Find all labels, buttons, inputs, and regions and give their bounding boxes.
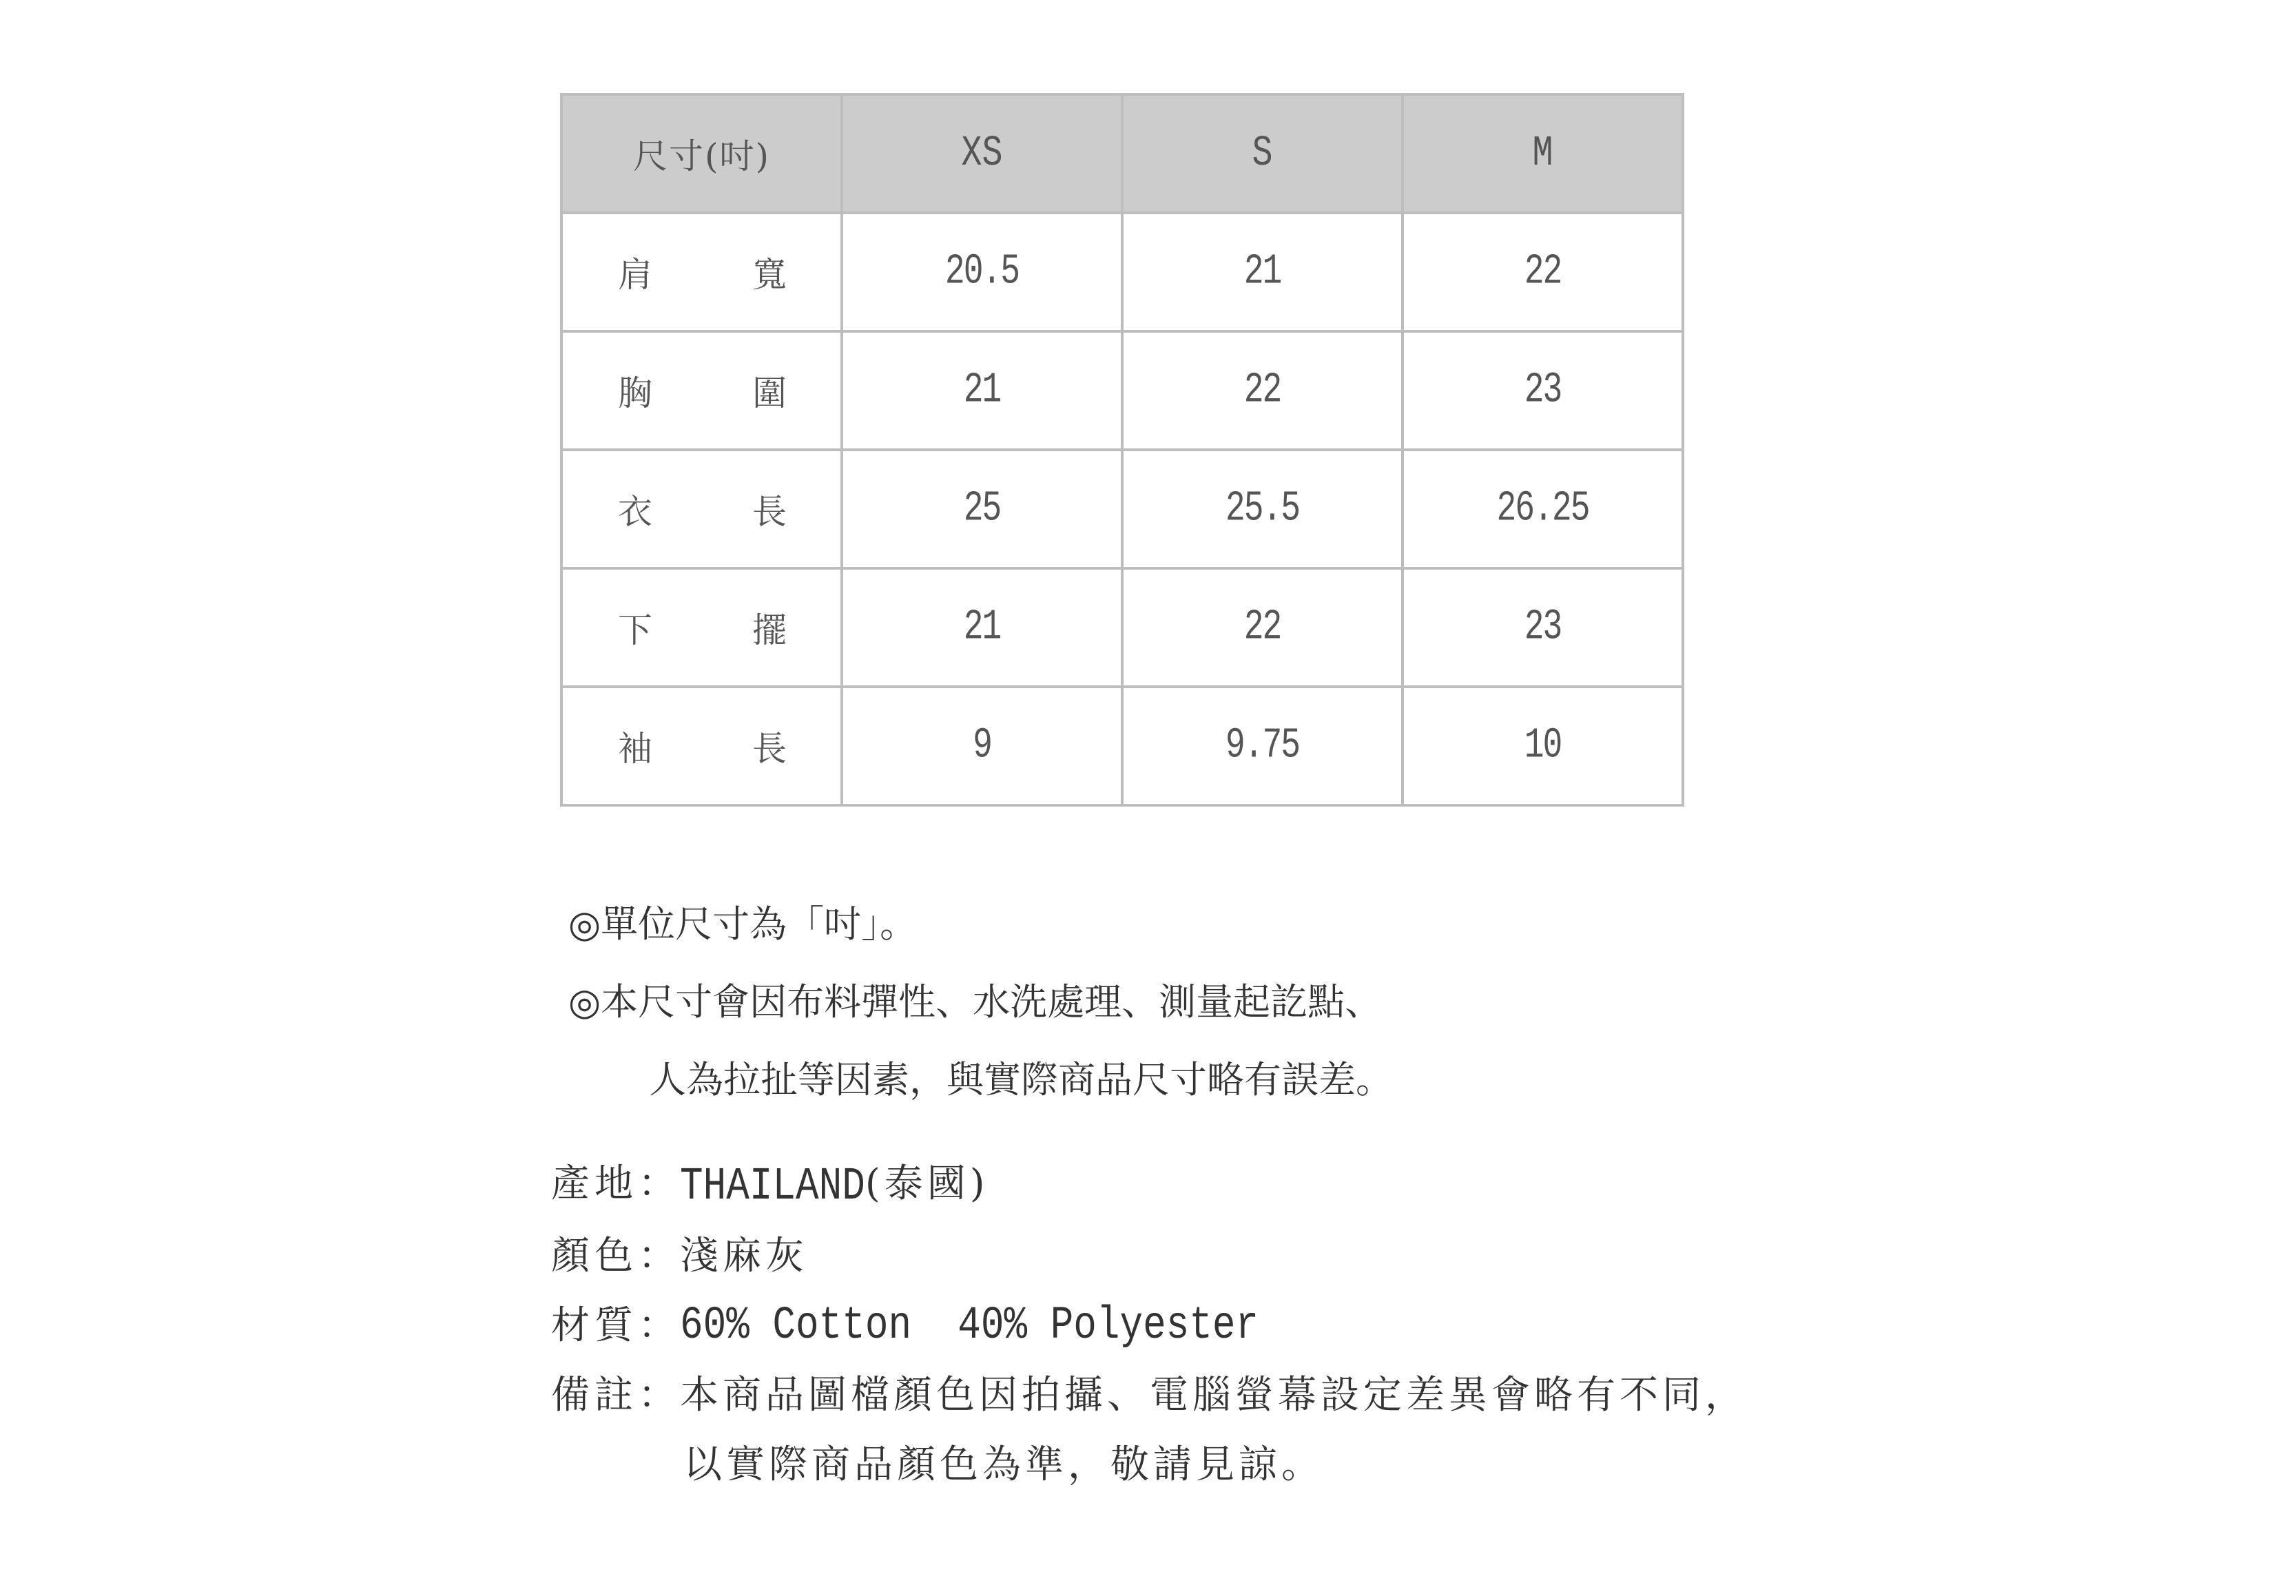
measurement-value: 26.25 [1496, 484, 1589, 534]
spec-color-key: 顏色： [551, 1234, 681, 1278]
value-cell-xs [842, 687, 1122, 805]
spec-color [551, 1221, 1748, 1291]
spec-material-key: 材質： [551, 1303, 681, 1348]
product-specs [551, 1149, 1748, 1500]
row-label-char: 袖 [618, 729, 652, 769]
table-row-sleeve-length [561, 687, 1683, 805]
measurement-value: 25 [963, 484, 1001, 534]
table-row-body-length [561, 450, 1683, 568]
value-cell-xs [842, 568, 1122, 687]
value-cell-s [1122, 331, 1403, 450]
row-label-char: 擺 [752, 610, 787, 650]
value-cell-xs [842, 331, 1122, 450]
measurement-value: 20.5 [944, 247, 1020, 297]
measurement-value: 21 [963, 603, 1001, 652]
value-cell-s [1122, 213, 1403, 331]
size-table-header-row [561, 94, 1683, 213]
value-cell-xs [842, 213, 1122, 331]
size-m-label: M [1532, 129, 1553, 178]
note-measurement-variance: ◎本尺寸會因布料彈性、水洗處理、測量起訖點、 [568, 980, 1383, 1024]
measurement-value: 22 [1243, 603, 1281, 652]
table-row-shoulder-width [561, 213, 1683, 331]
header-unit-label: 尺寸(吋) [632, 136, 770, 176]
size-s-label: S [1252, 129, 1273, 178]
row-label-char: 長 [752, 729, 787, 769]
spec-origin-country-cjk: (泰國) [865, 1161, 989, 1206]
row-label-cell [561, 687, 842, 805]
row-label-cell [561, 568, 842, 687]
value-cell-m [1403, 687, 1683, 805]
table-row-chest [561, 331, 1683, 450]
measurement-value: 10 [1524, 721, 1562, 771]
row-label-char: 衣 [618, 492, 652, 532]
row-label-char: 胸 [618, 373, 652, 413]
value-cell-s [1122, 687, 1403, 805]
size-notes [568, 885, 1393, 1119]
measurement-value: 22 [1243, 366, 1281, 415]
measurement-value: 21 [963, 366, 1001, 415]
spec-origin-key: 產地： [551, 1161, 681, 1206]
spec-remarks [551, 1360, 1748, 1430]
row-label-char: 下 [618, 610, 652, 650]
spec-origin-value [680, 1149, 989, 1221]
value-cell-s [1122, 568, 1403, 687]
note-measurement-variance-cont: 人為拉扯等因素，與實際商品尺寸略有誤差。 [649, 1058, 1393, 1101]
size-chart-table [560, 93, 1684, 807]
value-cell-m [1403, 450, 1683, 568]
note-unit: ◎單位尺寸為「吋」。 [568, 902, 918, 946]
measurement-value: 9.75 [1225, 721, 1300, 771]
table-row-hem [561, 568, 1683, 687]
value-cell-m [1403, 568, 1683, 687]
row-label-char: 肩 [618, 255, 652, 295]
value-cell-s [1122, 450, 1403, 568]
measurement-value: 9 [973, 721, 991, 771]
row-label-char: 寬 [752, 255, 787, 295]
value-cell-xs [842, 450, 1122, 568]
spec-remarks-line2: 以實際商品顏色為準，敬請見諒。 [683, 1442, 1324, 1487]
measurement-value: 22 [1524, 247, 1562, 297]
spec-color-value: 淺麻灰 [680, 1234, 808, 1278]
header-cell-xs [842, 94, 1122, 213]
size-xs-label: XS [961, 129, 1003, 178]
row-label-cell [561, 450, 842, 568]
value-cell-m [1403, 331, 1683, 450]
row-label-char: 長 [752, 492, 787, 532]
measurement-value: 23 [1524, 366, 1562, 415]
spec-remarks-key: 備註： [551, 1373, 681, 1418]
spec-remarks-line1: 本商品圖檔顏色因拍攝、電腦螢幕設定差異會略有不同， [680, 1373, 1748, 1418]
row-label-cell [561, 331, 842, 450]
header-cell-m [1403, 94, 1683, 213]
header-cell-s [1122, 94, 1403, 213]
header-cell-unit [561, 94, 842, 213]
measurement-value: 21 [1243, 247, 1281, 297]
spec-origin [551, 1149, 1748, 1221]
measurement-value: 23 [1524, 603, 1562, 652]
row-label-char: 圍 [752, 373, 787, 413]
row-label-cell [561, 213, 842, 331]
measurement-value: 25.5 [1225, 484, 1300, 534]
spec-material [551, 1291, 1748, 1360]
spec-origin-country: THAILAND [680, 1159, 865, 1213]
value-cell-m [1403, 213, 1683, 331]
spec-material-value: 60% Cotton 40% Polyester [680, 1298, 1259, 1352]
